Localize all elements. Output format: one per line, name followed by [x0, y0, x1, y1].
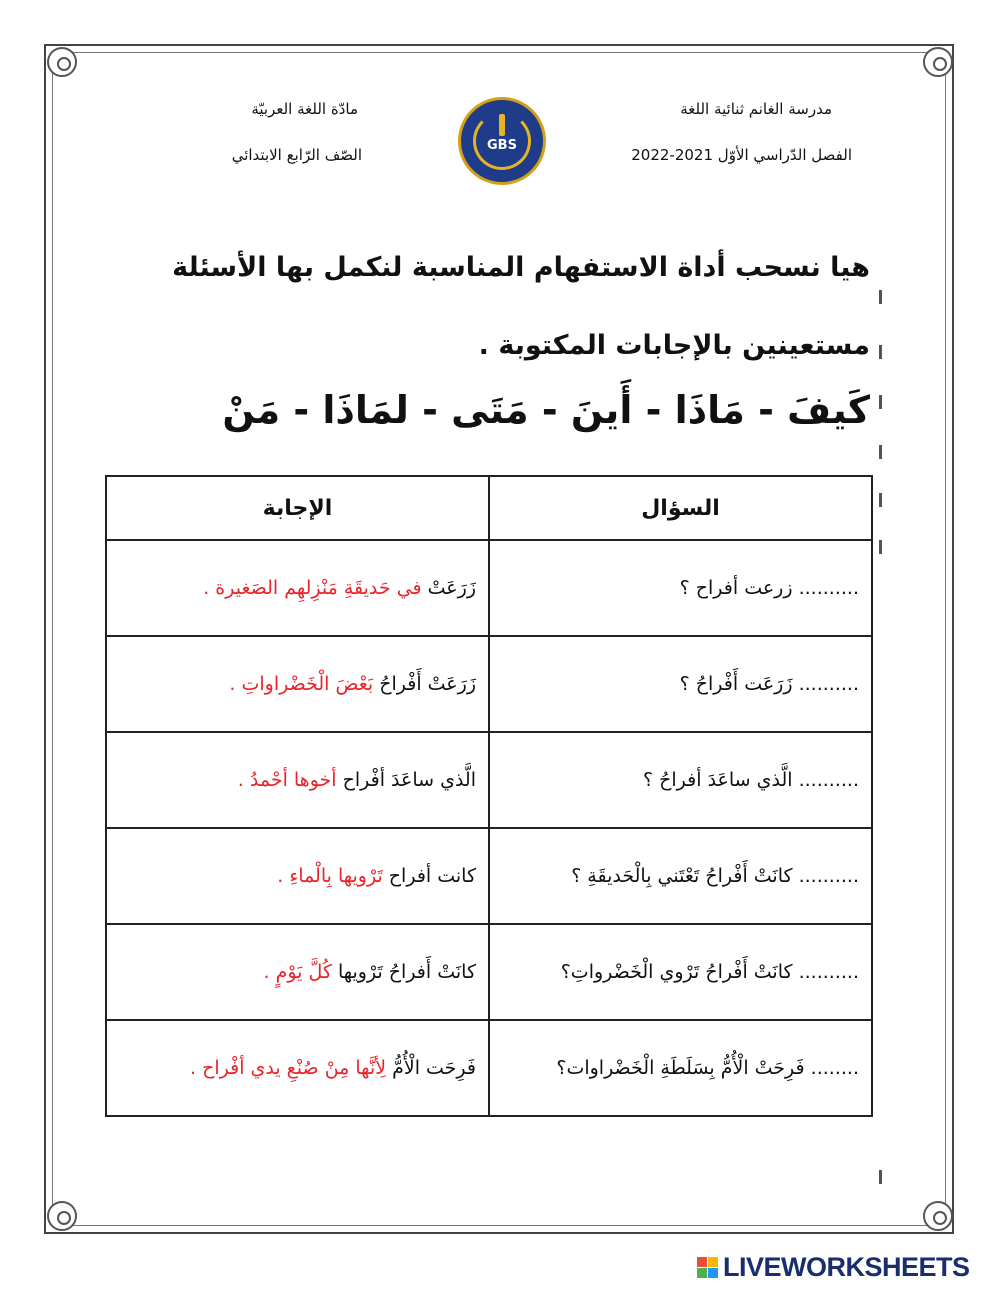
margin-mark [879, 1170, 882, 1184]
instruction-line-2: مستعينين بالإجابات المكتوبة . [478, 330, 870, 361]
table-row [106, 732, 872, 828]
answer-cell [106, 924, 489, 1020]
question-tools-list: كَيفَ - مَاذَا - أَينَ - مَتَى - لمَاذَا - مَنْ [222, 388, 870, 432]
question-text: كانَتْ أَفْراحُ تَرْوي الْخَضْرواتِ؟ [560, 961, 793, 983]
corner-ornament-icon [47, 1201, 77, 1231]
torch-icon [499, 114, 505, 136]
margin-mark [879, 493, 882, 507]
answer-blank[interactable]: ........ [810, 1057, 859, 1079]
table-row [106, 540, 872, 636]
column-header-question: السؤال [489, 476, 872, 540]
answer-blank[interactable]: .......... [798, 769, 859, 791]
answer-highlight: لِأنَّها مِنْ صُنْعِ يدي أفْراح . [190, 1057, 387, 1079]
answer-highlight: كُلَّ يَوْمٍ . [263, 961, 332, 983]
column-header-answer: الإجابة [106, 476, 489, 540]
corner-ornament-icon [923, 1201, 953, 1231]
margin-mark [879, 445, 882, 459]
question-text: زَرَعَت أَفْراحُ ؟ [679, 673, 793, 695]
answer-cell [106, 636, 489, 732]
question-text: فَرِحَتْ الْأُمُّ بِسَلَطَةِ الْخَضْراوات؟ [556, 1057, 805, 1079]
answer-text: فَرِحَت الْأُمُّ [386, 1057, 476, 1079]
answer-blank[interactable]: .......... [798, 673, 859, 695]
margin-mark [879, 290, 882, 304]
question-cell [489, 540, 872, 636]
answer-text: زَرَعَتْ [421, 577, 476, 599]
answer-text: الَّذي ساعَدَ أفْراح [336, 769, 476, 791]
answer-blank[interactable]: .......... [798, 577, 859, 599]
answer-highlight: في حَديقَةِ مَنْزِلهِم الصَغيرة . [203, 577, 422, 599]
margin-mark [879, 540, 882, 554]
margin-mark [879, 395, 882, 409]
question-cell [489, 732, 872, 828]
question-cell [489, 636, 872, 732]
answer-cell [106, 1020, 489, 1116]
liveworksheets-logo-icon [697, 1257, 719, 1279]
question-cell [489, 924, 872, 1020]
table-row [106, 828, 872, 924]
question-cell [489, 1020, 872, 1116]
subject-label: مادّة اللغة العربيّة [251, 100, 358, 118]
answer-blank[interactable]: .......... [798, 865, 859, 887]
watermark-text: LIVEWORKSHEETS [723, 1252, 970, 1282]
liveworksheets-watermark [697, 1252, 970, 1283]
question-text: الَّذي ساعَدَ أفراحُ ؟ [643, 769, 793, 791]
answer-highlight: بَعْضَ الْخَضْراواتِ . [229, 673, 374, 695]
answer-highlight: أخوها أحْمدُ . [237, 769, 337, 791]
table-row [106, 1020, 872, 1116]
table-row [106, 924, 872, 1020]
question-answer-table [105, 475, 873, 1117]
answer-cell [106, 828, 489, 924]
question-text: زرعت أفراح ؟ [679, 577, 793, 599]
answer-cell [106, 732, 489, 828]
answer-blank[interactable]: .......... [798, 961, 859, 983]
corner-ornament-icon [923, 47, 953, 77]
question-text: كانَتْ أَفْراحُ تَعْتَني بِالْحَديقَةِ ؟ [571, 865, 793, 887]
school-logo [458, 97, 546, 185]
table-row [106, 636, 872, 732]
grade-label: الصّف الرّابع الابتدائي [231, 146, 362, 164]
table-header-row [106, 476, 872, 540]
corner-ornament-icon [47, 47, 77, 77]
answer-cell [106, 540, 489, 636]
logo-text: GBS [487, 138, 517, 153]
semester-label: الفصل الدّراسي الأوّل 2021-2022 [631, 146, 852, 164]
answer-text: زَرَعَتْ أَفْراحُ [373, 673, 476, 695]
answer-text: كانت أفراح [382, 865, 476, 887]
school-name: مدرسة الغانم ثنائية اللغة [680, 100, 832, 118]
instruction-line-1: هيا نسحب أداة الاستفهام المناسبة لنكمل بها الأسئلة [172, 252, 870, 283]
margin-mark [879, 345, 882, 359]
answer-highlight: تَرْويها بِالْماءِ . [277, 865, 383, 887]
answer-text: كانَتْ أَفراحُ تَرْويها [331, 961, 476, 983]
question-cell [489, 828, 872, 924]
